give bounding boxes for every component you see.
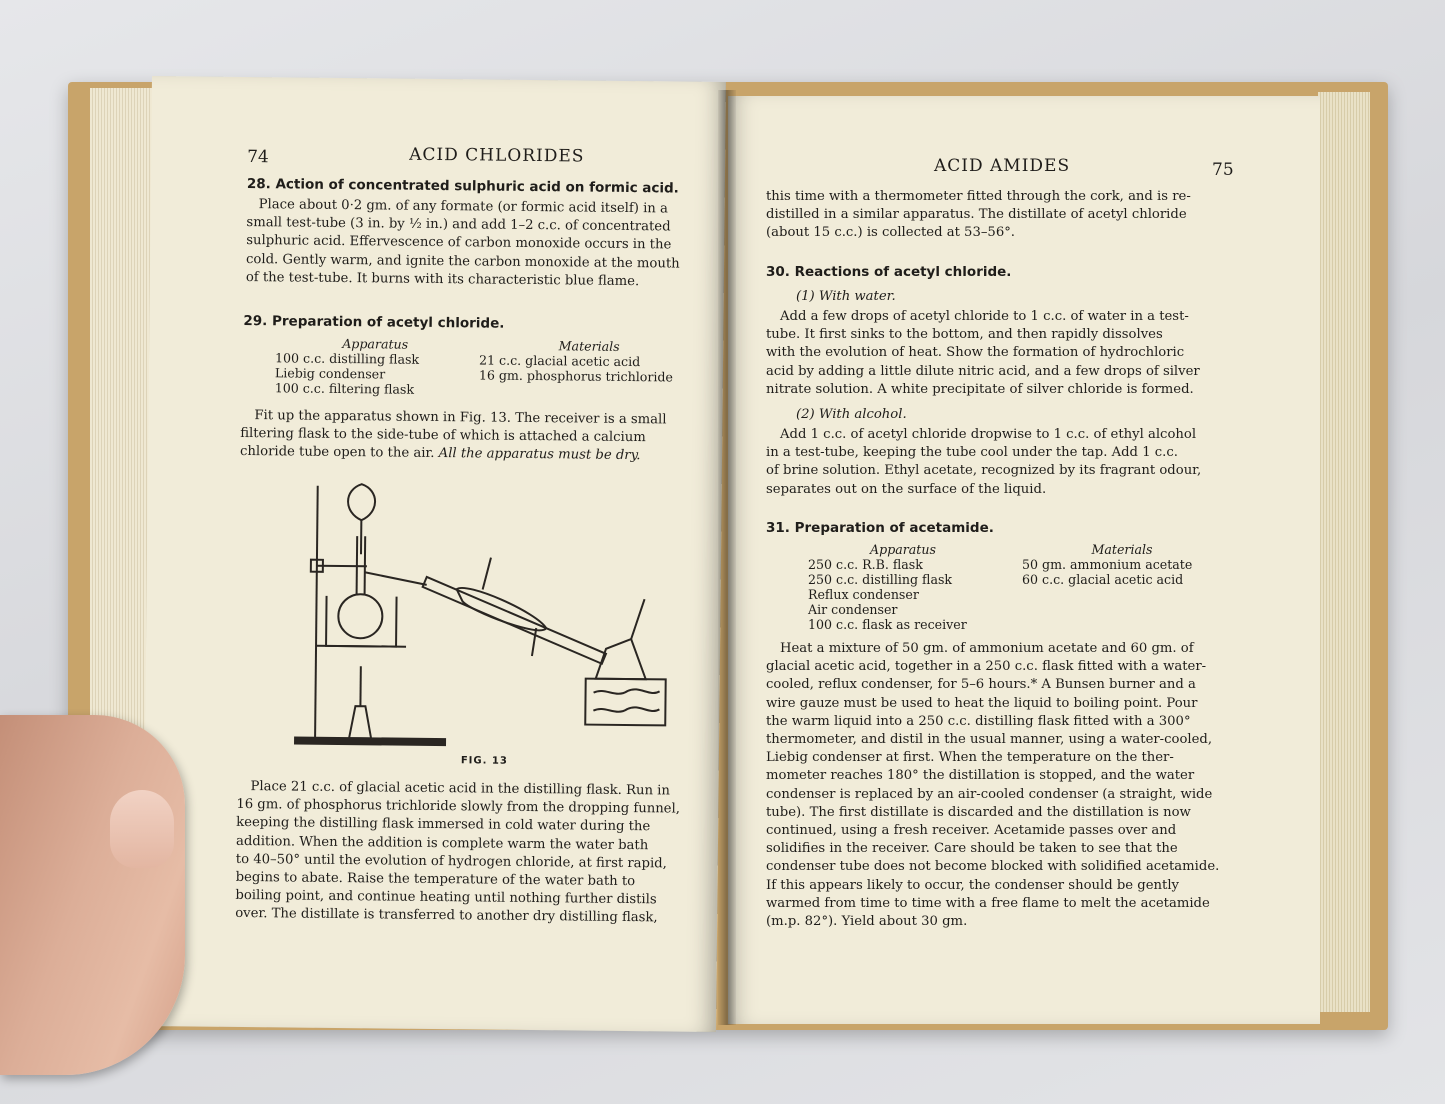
text-line: with the evolution of heat. Show the formation of hydrochloric (766, 345, 1185, 361)
text-line: wire gauze must be used to heat the liquid to boiling point. Pour (766, 695, 1198, 711)
text-line: of the test-tube. It burns with its characteristic blue flame. (245, 269, 640, 289)
list-item: Liebig condenser (274, 365, 386, 382)
left-page (142, 76, 726, 1032)
text-span: chloride tube open to the air. (239, 444, 435, 462)
text-line: boiling point, and continue heating until nothing further distils (235, 888, 657, 908)
list-item: 100 c.c. distilling flask (274, 350, 420, 367)
page-edges-right (1318, 92, 1370, 1012)
water-paragraph (766, 308, 1232, 399)
running-head: ACID AMIDES (934, 156, 1071, 176)
text-line: condenser tube does not become blocked with solidified acetamide. (766, 859, 1220, 875)
right-page (728, 96, 1320, 1024)
materials-list (1022, 542, 1222, 587)
materials-list (479, 337, 699, 384)
thumb-nail (110, 790, 174, 868)
liebig-condenser (422, 577, 607, 664)
text-line: Add a few drops of acetyl chloride to 1 c.c. of water in a test- (780, 309, 1189, 324)
text-line: continued, using a fresh receiver. Acetamide passes over and (766, 823, 1177, 839)
side-tube (365, 572, 427, 585)
materials-heading: Materials (558, 338, 620, 354)
text-line: separates out on the surface of the liquid. (766, 481, 1047, 497)
text-line: filtering flask to the side-tube of which is attached a calcium (240, 426, 646, 446)
text-line: (m.p. 82°). Yield about 30 gm. (766, 914, 968, 930)
distilling-flask (338, 594, 382, 638)
text-line: nitrate solution. A white precipitate of silver chloride is formed. (766, 381, 1194, 397)
section-29-title: 29. Preparation of acetyl chloride. (243, 312, 505, 332)
text-line: warmed from time to time with a free flame to melt the acetamide (766, 895, 1210, 911)
apparatus-list (275, 335, 476, 397)
text-line: sulphuric acid. Effervescence of carbon monoxide occurs in the (246, 233, 672, 253)
text-line: glacial acetic acid, together in a 250 c.c. flask fitted with a water- (766, 659, 1207, 675)
page-number: 75 (1212, 160, 1234, 180)
bunsen-burner (349, 706, 371, 738)
place-paragraph (235, 778, 704, 929)
list-item: 100 c.c. flask as receiver (808, 617, 967, 632)
text-line: tube. It first sinks to the bottom, and then rapidly dissolves (766, 327, 1163, 343)
dropping-funnel (348, 484, 375, 520)
list-item: Air condenser (808, 602, 898, 617)
heat-paragraph (766, 640, 1232, 931)
receiver-block (585, 679, 665, 726)
subsection-with-water: (1) With water. (796, 289, 896, 304)
text-line: Add 1 c.c. of acetyl chloride dropwise to 1 c.c. of ethyl alcohol (780, 427, 1197, 442)
continued-paragraph (766, 188, 1232, 243)
section-30-title: 30. Reactions of acetyl chloride. (766, 264, 1012, 280)
figure-13-apparatus (285, 475, 708, 759)
text-line: condenser is replaced by an air-cooled condenser (a straight, wide (766, 786, 1213, 802)
apparatus-list (808, 542, 998, 632)
list-item: 250 c.c. R.B. flask (808, 557, 923, 572)
subsection-with-alcohol: (2) With alcohol. (796, 407, 907, 422)
text-line: (about 15 c.c.) is collected at 53–56°. (766, 225, 1015, 241)
text-line: of brine solution. Ethyl acetate, recognized by its fragrant odour, (766, 463, 1202, 479)
alcohol-paragraph (766, 426, 1232, 499)
calcium-chloride-tube (631, 599, 644, 639)
materials-heading: Materials (1091, 542, 1153, 557)
text-line: over. The distillate is transferred to another dry distilling flask, (235, 906, 658, 926)
list-item: 250 c.c. distilling flask (808, 572, 953, 587)
section-28-text (246, 196, 707, 292)
receiver-flask (596, 639, 646, 680)
text-line: Place 21 c.c. of glacial acetic acid in the distilling flask. Run in (250, 779, 670, 799)
text-line: acid by adding a little dilute nitric acid, and a few drops of silver (766, 363, 1200, 379)
text-line: in a test-tube, keeping the tube cool under the tap. Add 1 c.c. (766, 445, 1178, 461)
text-line: distilled in a similar apparatus. The distillate of acetyl chloride (766, 207, 1187, 223)
text-line: addition. When the addition is complete warm the water bath (235, 833, 649, 853)
italic-note: All the apparatus must be dry. (438, 446, 641, 464)
running-head: ACID CHLORIDES (409, 144, 585, 167)
text-line: Place about 0·2 gm. of any formate (or formic acid itself) in a (258, 197, 668, 217)
text-line: Fit up the apparatus shown in Fig. 13. The receiver is a small (254, 408, 667, 428)
text-line: cooled, reflux condenser, for 5–6 hours.* A Bunsen burner and a (766, 677, 1196, 693)
text-line: tube). The first distillate is discarded and the distillation is now (766, 804, 1191, 820)
page-number: 74 (247, 147, 269, 168)
figure-caption: FIG. 13 (460, 755, 508, 767)
list-item: 21 c.c. glacial acetic acid (478, 352, 641, 370)
text-line: small test-tube (3 in. by ½ in.) and add 1–2 c.c. of concentrated (246, 215, 671, 235)
text-line: Heat a mixture of 50 gm. of ammonium acetate and 60 gm. of (780, 641, 1194, 656)
text-line: thermometer, and distil in the usual manner, using a water-cooled, (766, 732, 1213, 748)
text-line: begins to abate. Raise the temperature of the water bath to (235, 869, 636, 890)
text-line: 16 gm. of phosphorus trichloride slowly from the dropping funnel, (236, 797, 681, 817)
text-line: this time with a thermometer fitted through the cork, and is re- (766, 189, 1191, 204)
section-28-title: 28. Action of concentrated sulphuric acid on formic acid. (246, 175, 679, 197)
retort-rod (315, 486, 318, 738)
text-line: to 40–50° until the evolution of hydrogen chloride, at first rapid, (235, 851, 667, 872)
text-line: keeping the distilling flask immersed in cold water during the (236, 815, 651, 835)
text-line: cold. Gently warm, and ignite the carbon monoxide at the mouth (246, 251, 680, 272)
text-line: If this appears likely to occur, the condenser should be gently (766, 877, 1179, 893)
fit-paragraph (240, 407, 703, 466)
section-31-title: 31. Preparation of acetamide. (766, 520, 994, 536)
list-item: 50 gm. ammonium acetate (1022, 557, 1193, 572)
list-item: 16 gm. phosphorus trichloride (478, 367, 674, 385)
book-gutter (718, 90, 736, 1025)
clamp-arm (317, 566, 367, 567)
apparatus-heading: Apparatus (342, 336, 409, 352)
text-line: the warm liquid into a 250 c.c. distilling flask fitted with a 300° (766, 713, 1191, 729)
list-item: 100 c.c. filtering flask (274, 380, 415, 397)
holding-thumb (0, 715, 185, 1075)
text-line: solidifies in the receiver. Care should be taken to see that the (766, 841, 1178, 857)
text-line: mometer reaches 180° the distillation is stopped, and the water (766, 768, 1195, 784)
text-line: Liebig condenser at first. When the temperature on the ther- (766, 750, 1174, 766)
list-item: 60 c.c. glacial acetic acid (1022, 572, 1184, 587)
list-item: Reflux condenser (808, 587, 919, 602)
apparatus-heading: Apparatus (870, 542, 936, 557)
